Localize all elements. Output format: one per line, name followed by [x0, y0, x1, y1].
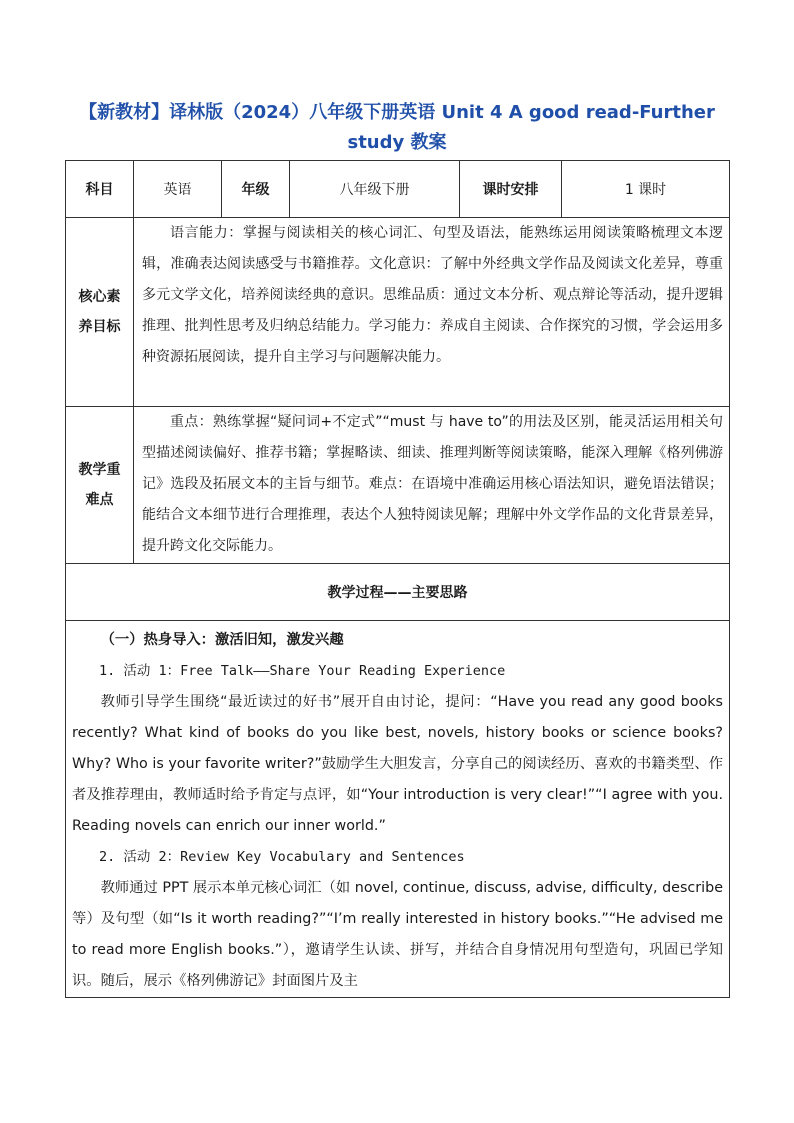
activity2-text: 教师通过 PPT 展示本单元核心词汇（如 novel, continue, discuss, advise, difficulty, describe 等）及句型（如“Is it worth reading?”“I’m really interested in history books.”“He advised me to read more English books.”），邀请学生认读、拼写，并结合自身情况用句型造句，巩固已学知识。随后，展示《格列佛游记》封面图片及主	[72, 880, 723, 989]
hours-value: 1 课时	[562, 161, 730, 218]
key-points-text	[134, 407, 730, 564]
process-content-row	[66, 621, 730, 998]
grade-label: 年级	[222, 161, 290, 218]
key-label-line-1: 教学重	[78, 462, 121, 478]
subject-value: 英语	[134, 161, 222, 218]
hours-label: 课时安排	[460, 161, 562, 218]
key-points-paragraph: 重点：熟练掌握“疑问词+不定式”“must 与 have to”的用法及区别，能灵活运用相关句型描述阅读偏好、推荐书籍；掌握略读、细读、推理判断等阅读策略，能深入理解《格列佛游记》选段及拓展文本的主旨与细节。难点：在语境中准确运用核心语法知识，避免语法错误；能结合文本细节进行合理推理，表达个人独特阅读见解；理解中外文学作品的文化背景差异，提升跨文化交际能力。	[142, 414, 723, 554]
lesson-plan-table	[65, 160, 730, 998]
header-row	[66, 161, 730, 218]
process-section-title: 教学过程——主要思路	[66, 564, 730, 621]
key-difficult-points-row	[66, 407, 730, 564]
core-label-line-2: 养目标	[78, 319, 121, 335]
activity2-title: 2. 活动 2：Review Key Vocabulary and Sentences	[99, 849, 465, 865]
title-line-2: study 教案	[347, 132, 447, 153]
title-line-1: 【新教材】译林版（2024）八年级下册英语 Unit 4 A good read-Further	[79, 102, 715, 123]
activity1-title: 1. 活动 1：Free Talk——Share Your Reading Experience	[99, 663, 506, 679]
process-content	[66, 621, 730, 998]
document-title	[70, 98, 724, 158]
subject-label: 科目	[66, 161, 134, 218]
core-literacy-text	[134, 218, 730, 407]
core-literacy-row	[66, 218, 730, 407]
core-literacy-label	[66, 218, 134, 407]
grade-value: 八年级下册	[290, 161, 460, 218]
activity1-text: 教师引导学生围绕“最近读过的好书”展开自由讨论，提问：“Have you read any good books recently? What kind of books do you like best, novels, history books or science books? Why? Who is your favorite writer?”鼓励学生大胆发言，分享自己的阅读经历、喜欢的书籍类型、作者及推荐理由，教师适时给予肯定与点评，如“Your introduction is very clear!”“I agree with you. Reading novels can enrich our inner world.”	[72, 694, 723, 834]
key-points-label	[66, 407, 134, 564]
core-label-line-1: 核心素	[78, 289, 121, 305]
process-title-row	[66, 564, 730, 621]
core-literacy-paragraph: 语言能力：掌握与阅读相关的核心词汇、句型及语法，能熟练运用阅读策略梳理文本逻辑，准确表达阅读感受与书籍推荐。文化意识：了解中外经典文学作品及阅读文化差异，尊重多元文学文化，培养阅读经典的意识。思维品质：通过文本分析、观点辩论等活动，提升逻辑推理、批判性思考及归纳总结能力。学习能力：养成自主阅读、合作探究的习惯，学会运用多种资源拓展阅读，提升自主学习与问题解决能力。	[142, 225, 723, 365]
step1-heading: （一）热身导入：激活旧知，激发兴趣	[100, 632, 344, 648]
key-label-line-2: 难点	[85, 492, 114, 508]
